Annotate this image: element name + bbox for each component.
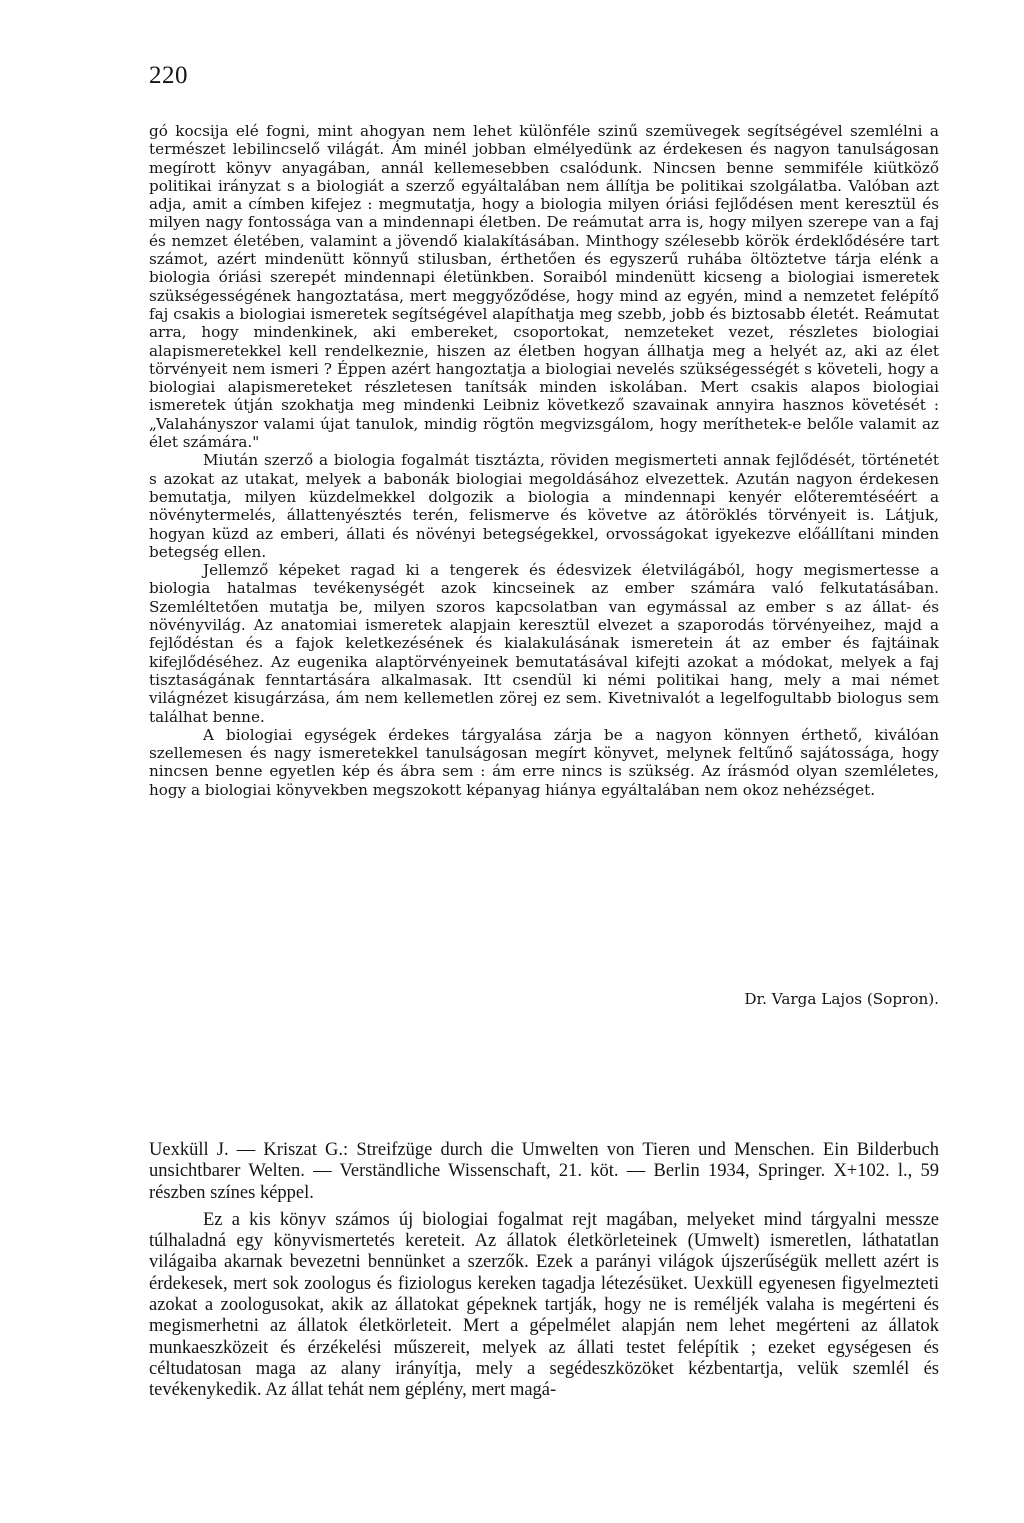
review-2-paragraph-1: Ez a kis könyv számos új biologiai fogalmat rejt magában, melyeket mind tárgyalni messze túlhaladná egy könyvismertetés kereteit. Az állatok életkörleteinek (Umwelt) ismeretlen, láthatatlan világaiba akarnak bevezetni bennünket a szerzők. Ezek a parányi világok újszerűségük mellett azért is érdekesek, mert sok zoologus és fiziologus kereken tagadja létezésüket. Uexküll egyenesen figyelmezteti azokat a zoologusokat, akik az állatokat gépeknek tartják, hogy ne is reméljék valaha is megérteni és megismerhetni az állatok életkörleteit. Mert a gépelmélet alapján nem lehet megérteni az állatok munkaeszközeit és érzékelési műszereit, melyek az állati testet felépítik ; ezeket egységesen és céltudatosan maga az alany irányítja, mely a segédeszközöket kézbentartja, velük szemlél és tevékenykedik. Az állat tehát nem géplény, mert magá- bbox=[149, 1209, 939, 1401]
review-1-paragraph-2: Miután szerző a biologia fogalmát tisztázta, röviden megismerteti annak fejlődését, történetét s azokat az utakat, melyek a babonák biologiai megoldásához elvezettek. Azután nagyon érdekesen bemutatja, milyen küzdelmekkel dolgozik a biologia a mindennapi kenyér előteremtéséért a növénytermelés, állattenyésztés terén, felismerve és követve az átöröklés törvényeit is. Látjuk, hogyan küzd az emberi, állati és növényi betegségekkel, orvosságokat igyekezve előállítani minden betegség ellen. bbox=[149, 451, 939, 561]
reviewer-signature: Dr. Varga Lajos (Sopron). bbox=[744, 990, 939, 1008]
review-1-paragraph-1: gó kocsija elé fogni, mint ahogyan nem lehet különféle szinű szemüvegek segítségével szemlélni a természet lebilincselő világát. Ám minél jobban elmélyedünk az érdekesen és nagyon tanulságosan megírott könyv anyagában, annál kellemesebben csalódunk. Nincsen benne semmiféle kiütköző politikai irányzat s a biologiát a szerző egyáltalában nem állítja be politikai szolgálatba. Valóban azt adja, amit a címben kifejez : megmutatja, hogy a biologia milyen óriási fejlődésen ment keresztül és milyen nagy fontossága van a mindennapi életben. De reámutat arra is, hogy milyen szerepe van a faj és nemzet életében, valamint a jövendő kialakításában. Minthogy szélesebb körök érdeklődésére tart számot, azért mindenütt könnyű stilusban, érthetően és egyszerű ruhába öltöztetve tárja elénk a biologia óriási szerepét mindennapi életünkben. Soraiból mindenütt kicseng a biologiai ismeretek szükségességének hangoztatása, mert meggyőződése, hogy mind az egyén, mind a nemzetet felépítő faj csakis a biologiai ismeretek segítségével alapíthatja meg szebb, jobb és biztosabb életét. Reámutat arra, hogy mindenkinek, aki embereket, csoportokat, nemzeteket vezet, részletes biologiai alapismeretekkel kell rendelkeznie, hiszen az életben hogyan állhatja meg a helyét az, aki az élet törvényeit nem ismeri ? Éppen azért hangoztatja a biologiai nevelés szükségességét s követeli, hogy a biologiai alapismereteket részletesen tanítsák minden iskolában. Mert csakis alapos biologiai ismeretek útján szokhatja meg mindenki Leibniz következő szavainak annyira hasznos követését : „Valahányszor valami újat tanulok, mindig rögtön megvizsgálom, hogy meríthetek-e belőle valamit az élet számára." bbox=[149, 122, 939, 452]
review-1-paragraph-4: A biologiai egységek érdekes tárgyalása zárja be a nagyon könnyen érthető, kiválóan szellemesen és nagy ismeretekkel tanulságosan megírt könyvet, melynek feltűnő sajátossága, hogy nincsen benne egyetlen kép és ábra sem : ám erre nincs is szükség. Az írásmód olyan szemléletes, hogy a biologiai könyvekben megszokott képanyag hiánya egyáltalában nem okoz nehézséget. bbox=[149, 725, 939, 799]
review-2 bbox=[149, 1140, 939, 1402]
review-2-heading: Uexküll J. — Kriszat G.: Streifzüge durch die Umwelten von Tieren und Menschen. Ein Bilderbuch unsichtbarer Welten. — Verständliche Wissenschaft, 21. köt. — Berlin 1934, Springer. X+102. l., 59 részben színes képpel. bbox=[149, 1140, 939, 1203]
review-1-paragraph-3: Jellemző képeket ragad ki a tengerek és édesvizek életvilágából, hogy megismertesse a biologia hatalmas tevékenységét azok kincseinek az ember számára való felkutatásában. Szemléltetően mutatja be, milyen szoros kapcsolatban van egymással az ember s az állat- és növényvilág. Az anatomiai ismeretek alapjain keresztül elvezet a szaporodás törvényeihez, majd a fejlődéstan és a fajok keletkezésének és kialakulásának ismeretein át az ember és fajtáinak kifejlődéséhez. Az eugenika alaptörvényeinek bemutatásával kifejti azokat a módokat, melyek a faj tisztaságának fenntartására alkalmasak. Itt csendül ki némi politikai hang, mely a mai német világnézet kisugárzása, ám nem kellemetlen zörej ez sem. Kivetnivalót a legelfogultabb biologus sem találhat benne. bbox=[149, 561, 939, 726]
page-number: 220 bbox=[149, 62, 188, 89]
review-1 bbox=[149, 122, 939, 1008]
